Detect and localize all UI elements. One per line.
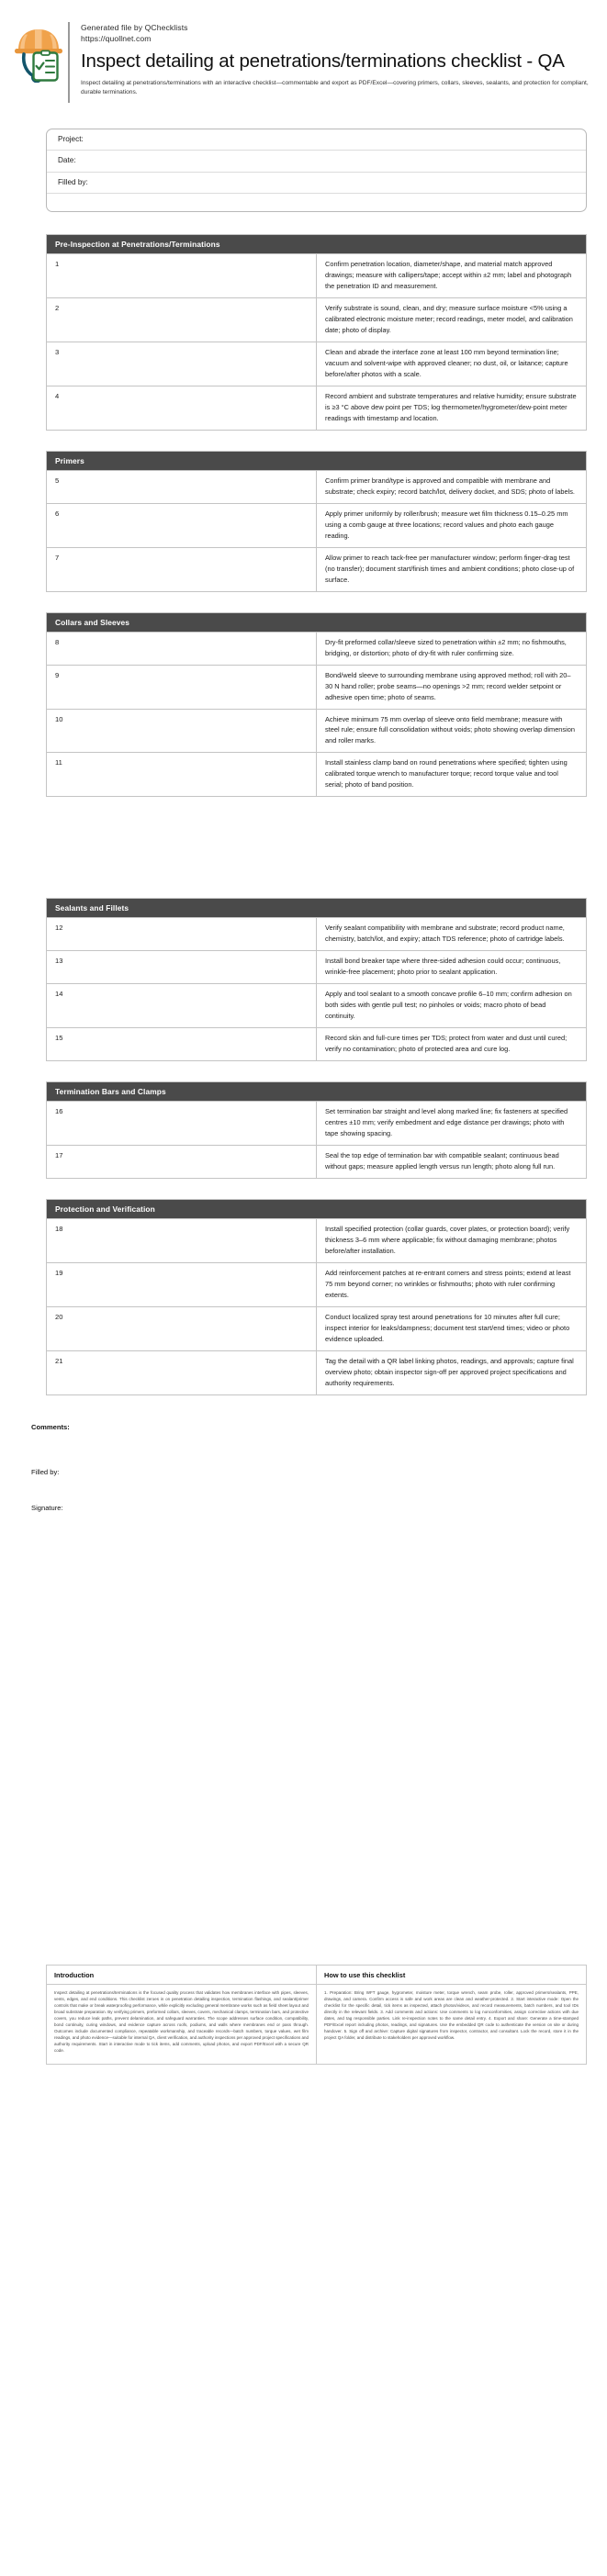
section-protection-and-verification xyxy=(46,1199,587,1395)
item-number: 7 xyxy=(47,547,317,591)
table-row[interactable] xyxy=(47,253,587,297)
item-text: Tag the detail with a QR label linking photos, readings, and approvals; capture final overview photo; obtain inspector sign-off per approved project specifications and authority requirements. xyxy=(317,1351,587,1395)
item-number: 19 xyxy=(47,1263,317,1307)
table-row[interactable] xyxy=(47,984,587,1028)
section-title: Primers xyxy=(47,451,587,470)
introduction-heading: Introduction xyxy=(47,1966,316,1985)
item-text: Apply and tool sealant to a smooth concave profile 6–10 mm; confirm adhesion on both sides with gentle pull test; no pinholes or voids; macro photo of bead continuity. xyxy=(317,984,587,1028)
meta-row-date[interactable]: Date: xyxy=(47,151,586,172)
item-text: Dry-fit preformed collar/sleeve sized to penetration within ±2 mm; no fishmouths, bridging, or distortion; photo of dry-fit with ruler confirming size. xyxy=(317,632,587,665)
table-row[interactable] xyxy=(47,1307,587,1351)
section-title: Sealants and Fillets xyxy=(47,899,587,918)
item-number: 15 xyxy=(47,1028,317,1061)
table-row[interactable] xyxy=(47,1351,587,1395)
checklist-table xyxy=(46,234,587,431)
item-text: Install stainless clamp band on round penetrations where specified; tighten using calibrated torque wrench to manufacturer torque; record torque value and tool serial; photo of band position. xyxy=(317,753,587,797)
item-text: Allow primer to reach tack-free per manufacturer window; perform finger-drag test (no transfer); document start/finish times and ambient conditions; photo close-up of surface. xyxy=(317,547,587,591)
table-row[interactable] xyxy=(47,342,587,386)
item-number: 3 xyxy=(47,342,317,386)
meta-row-blank[interactable] xyxy=(47,194,586,211)
meta-row-project[interactable]: Project: xyxy=(47,129,586,151)
section-title: Pre-Inspection at Penetrations/Terminations xyxy=(47,234,587,253)
filled-by-label[interactable]: Filled by: xyxy=(31,1468,60,1476)
table-row[interactable] xyxy=(47,1263,587,1307)
table-row[interactable] xyxy=(47,665,587,709)
table-row[interactable] xyxy=(47,951,587,984)
page-title: Inspect detailing at penetrations/terminations checklist - QA xyxy=(81,50,565,73)
item-number: 11 xyxy=(47,753,317,797)
item-text: Add reinforcement patches at re-entrant corners and stress points; extend at least 75 mm beyond corner; no wrinkles or fishmouths; photo with ruler confirming extents. xyxy=(317,1263,587,1307)
item-text: Conduct localized spray test around penetrations for 10 minutes after full cure; inspect interior for leaks/dampness; document test start/end times; video or photo evidence uploaded. xyxy=(317,1307,587,1351)
source-url: https://quollnet.com xyxy=(81,34,152,44)
section-title: Termination Bars and Clamps xyxy=(47,1082,587,1102)
section-collars-and-sleeves xyxy=(46,612,587,798)
checklist-table xyxy=(46,1199,587,1395)
signoff-block xyxy=(31,1423,587,1512)
table-row[interactable] xyxy=(47,386,587,430)
item-number: 18 xyxy=(47,1219,317,1263)
how-to-use-heading: How to use this checklist xyxy=(317,1966,586,1985)
comments-label: Comments: xyxy=(31,1423,70,1431)
item-number: 4 xyxy=(47,386,317,430)
item-text: Verify sealant compatibility with membrane and substrate; record product name, chemistry, batch/lot, and expiry; attach TDS reference; photo of cartridge labels. xyxy=(317,918,587,951)
item-number: 10 xyxy=(47,709,317,753)
document-description: Inspect detailing at penetrations/terminations with an interactive checklist—commentable and export as PDF/Excel—covering primers, collars, sleeves, sealants, and protection for compliant, durable terminations. xyxy=(81,79,589,96)
item-number: 1 xyxy=(47,253,317,297)
how-to-use-body: 1. Preparation: Bring WFT gauge, hygrometer, moisture meter, torque wrench, seam probe, roller, approved primers/sealants, PPE, drawings, and camera. Confirm access is safe and work areas are clean and weather-protected. 2. Start interactive mode: Open the checklist for the specific detail, tick items as inspected, attach photos/videos, and record measurements, batch numbers, and tool IDs directly in the relevant fields. 3. Add comments and actions: Use comments to log nonconformities, assign corrective actions with due dates, and tag responsible parties. Link re-inspection notes to the same detail entry. 4. Export and share: Generate a time-stamped PDF/Excel report including photos, readings, and signatures. Use the embedded QR code to authenticate the version on site or during handover. 5. Sign off and archive: Capture digital signatures from inspector, contractor, and consultant. Lock the record, store it in the project QA folder, and distribute to stakeholders per approved workflow. xyxy=(324,1990,579,2040)
item-number: 20 xyxy=(47,1307,317,1351)
item-text: Seal the top edge of termination bar with compatible sealant; continuous bead without gaps; measure applied length versus run length; photo along full run. xyxy=(317,1146,587,1179)
checklist-table xyxy=(46,898,587,1061)
table-row[interactable] xyxy=(47,1028,587,1061)
item-number: 2 xyxy=(47,297,317,342)
project-meta-box xyxy=(46,129,587,212)
table-row[interactable] xyxy=(47,470,587,503)
signature-label[interactable]: Signature: xyxy=(31,1504,63,1512)
table-row[interactable] xyxy=(47,1219,587,1263)
table-row[interactable] xyxy=(47,709,587,753)
item-number: 17 xyxy=(47,1146,317,1179)
table-row[interactable] xyxy=(47,503,587,547)
header-divider xyxy=(68,22,70,103)
table-row[interactable] xyxy=(47,297,587,342)
how-to-use-column xyxy=(316,1966,586,2064)
section-termination-bars-and-clamps xyxy=(46,1081,587,1179)
checklist-table xyxy=(46,1081,587,1179)
item-number: 5 xyxy=(47,470,317,503)
introduction-body: Inspect detailing at penetrations/terminations is the focused quality process that validates how membranes interface with pipes, sleeves, vents, edges, and end conditions. This checklist zeroes in on penetration detailing inspection, termination flashings, and sealant/primer controls that make or break waterproofing performance, while explicitly excluding general membrane works such as field sheet layout and broad substrate preparation. By verifying primers, preformed collars, sleeves, covers, mechanical clamps, termination bars, and protective covers, you reduce leak paths, prevent delamination, and safeguard warranties. The scope addresses surface condition, compatibility, bond continuity, curing windows, and evidence capture across roofs, podiums, and walls where membranes end or pass through. Outcomes include documented compliance, repeatable workmanship, and traceable records—batch numbers, torque values, wet film readings, and photo evidence—suitable for internal QA, client verification, and authority inspections per approved project specifications and authority requirements. Start in interactive mode to tick items, add comments, upload photos, and export PDF/Excel with a secure QR code. xyxy=(54,1990,309,2053)
section-primers xyxy=(46,451,587,592)
item-number: 14 xyxy=(47,984,317,1028)
table-row[interactable] xyxy=(47,547,587,591)
item-number: 16 xyxy=(47,1102,317,1146)
item-text: Achieve minimum 75 mm overlap of sleeve onto field membrane; measure with steel rule; ensure full consolidation without voids; photo showing overlap dimension and roller marks. xyxy=(317,709,587,753)
item-text: Record skin and full-cure times per TDS; protect from water and dust until cured; verify no contamination; photo of protected area and cure log. xyxy=(317,1028,587,1061)
table-row[interactable] xyxy=(47,753,587,797)
item-number: 6 xyxy=(47,503,317,547)
item-text: Apply primer uniformly by roller/brush; measure wet film thickness 0.15–0.25 mm using a comb gauge at three locations; record values and photo each gauge reading. xyxy=(317,503,587,547)
table-row[interactable] xyxy=(47,1146,587,1179)
item-number: 13 xyxy=(47,951,317,984)
table-row[interactable] xyxy=(47,632,587,665)
table-row[interactable] xyxy=(47,1102,587,1146)
item-text: Set termination bar straight and level along marked line; fix fasteners at specified centres ±10 mm; verify embedment and edge distance per drawings; photo with tape showing spacing. xyxy=(317,1102,587,1146)
checklist-table xyxy=(46,451,587,592)
item-number: 9 xyxy=(47,665,317,709)
item-number: 21 xyxy=(47,1351,317,1395)
item-text: Verify substrate is sound, clean, and dry; measure surface moisture <5% using a calibrated electronic moisture meter; record readings, meter model, and calibration date; photo of display. xyxy=(317,297,587,342)
item-text: Bond/weld sleeve to surrounding membrane using approved method; roll with 20–30 N hand roller; probe seams—no openings >2 mm; record welder setpoint or adhesive open time; photo of seams. xyxy=(317,665,587,709)
item-text: Clean and abrade the interface zone at least 100 mm beyond termination line; vacuum and solvent-wipe with approved cleaner; no dust, oil, or laitance; capture before/after photos with a scale. xyxy=(317,342,587,386)
document-header xyxy=(0,0,607,103)
item-text: Confirm penetration location, diameter/shape, and material match approved drawings; measure with callipers/tape; accept within ±2 mm; label and photograph the penetration ID and measurement. xyxy=(317,253,587,297)
section-title: Collars and Sleeves xyxy=(47,612,587,632)
generated-by-label: Generated file by QChecklists xyxy=(81,23,188,32)
item-number: 8 xyxy=(47,632,317,665)
section-title: Protection and Verification xyxy=(47,1200,587,1219)
item-text: Confirm primer brand/type is approved and compatible with membrane and substrate; check expiry; record batch/lot, delivery docket, and SDS; photo of labels. xyxy=(317,470,587,503)
item-text: Install bond breaker tape where three-sided adhesion could occur; continuous, wrinkle-free placement; photo prior to sealant application. xyxy=(317,951,587,984)
introduction-column xyxy=(47,1966,316,2064)
footer-info-box xyxy=(46,1965,587,2065)
section-sealants-and-fillets xyxy=(46,898,587,1061)
hard-hat-clipboard-icon xyxy=(13,26,64,81)
section-pre-inspection xyxy=(46,234,587,431)
checklist-table xyxy=(46,612,587,798)
meta-row-filled-by[interactable]: Filled by: xyxy=(47,173,586,194)
table-row[interactable] xyxy=(47,918,587,951)
item-text: Record ambient and substrate temperatures and relative humidity; ensure substrate is ≥3 °C above dew point per TDS; log thermometer/hygrometer/dew-point meter readings with timestamp and location. xyxy=(317,386,587,430)
item-text: Install specified protection (collar guards, cover plates, or protection board); verify thickness 3–6 mm where applicable; fix without damaging membrane; photos before/after installation. xyxy=(317,1219,587,1263)
item-number: 12 xyxy=(47,918,317,951)
